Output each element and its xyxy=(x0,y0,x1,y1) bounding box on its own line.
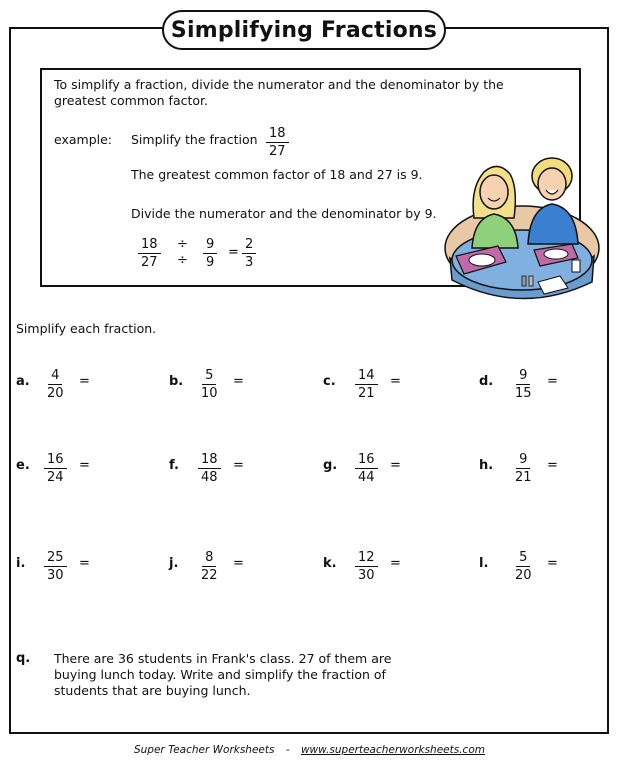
problem-fraction xyxy=(512,452,535,485)
work-result-fraction: $\frac{2}{3}$ xyxy=(242,237,256,270)
problem-equals: = xyxy=(79,458,90,473)
footer-brand: Super Teacher Worksheets xyxy=(133,744,275,756)
problem-label: d. xyxy=(479,374,494,389)
problem-fraction xyxy=(198,550,221,583)
word-problem-line-3: students that are buying lunch. xyxy=(54,683,251,698)
problem-equals: = xyxy=(547,556,558,571)
problem-numerator: 18 xyxy=(198,452,221,469)
work-equals: = xyxy=(228,245,239,260)
divide-sentence: Divide the numerator and the denominator by 9. xyxy=(131,206,437,221)
problem-label: l. xyxy=(479,556,489,571)
problem-fraction xyxy=(44,452,67,485)
example-fraction xyxy=(266,126,289,159)
title-banner xyxy=(162,10,446,50)
example-numerator: 18 xyxy=(266,126,289,143)
problem-numerator: 9 xyxy=(516,452,530,469)
problem-label: f. xyxy=(169,458,179,473)
work-divisor-fraction: $\frac{9}{9}$ xyxy=(203,237,217,270)
problem-numerator: 8 xyxy=(202,550,216,567)
problem-equals: = xyxy=(233,556,244,571)
problem-denominator: 15 xyxy=(515,386,532,401)
page-title: Simplifying Fractions xyxy=(170,17,438,43)
problem-label: e. xyxy=(16,458,30,473)
problem-fraction xyxy=(355,550,378,583)
problem-equals: = xyxy=(233,374,244,389)
problem-label: i. xyxy=(16,556,26,571)
example-text: Simplify the fraction xyxy=(131,132,258,147)
problem-numerator: 4 xyxy=(48,368,62,385)
problem-equals: = xyxy=(390,458,401,473)
problem-denominator: 10 xyxy=(201,386,218,401)
example-label: example: xyxy=(54,132,113,147)
problem-numerator: 16 xyxy=(44,452,67,469)
instruction-line-2: greatest common factor. xyxy=(54,93,208,108)
problem-denominator: 21 xyxy=(515,470,532,485)
problem-numerator: 9 xyxy=(516,368,530,385)
footer-separator: - xyxy=(285,744,290,756)
problem-numerator: 14 xyxy=(355,368,378,385)
example-denominator: 27 xyxy=(269,144,286,159)
problem-numerator: 5 xyxy=(516,550,530,567)
problem-denominator: 20 xyxy=(515,568,532,583)
problem-label: c. xyxy=(323,374,336,389)
problem-label: g. xyxy=(323,458,338,473)
footer-url-link[interactable]: www.superteacherworksheets.com xyxy=(300,744,485,756)
problem-fraction xyxy=(198,368,221,401)
problem-denominator: 22 xyxy=(201,568,218,583)
word-problem-label: q. xyxy=(16,651,31,666)
problem-denominator: 44 xyxy=(358,470,375,485)
problem-denominator: 30 xyxy=(47,568,64,583)
problem-fraction xyxy=(512,368,535,401)
problem-denominator: 20 xyxy=(47,386,64,401)
word-problem-line-2: buying lunch today. Write and simplify the fraction of xyxy=(54,667,386,682)
problem-denominator: 30 xyxy=(358,568,375,583)
kids-eating-lunch-illustration xyxy=(442,148,602,308)
problem-denominator: 21 xyxy=(358,386,375,401)
problem-numerator: 25 xyxy=(44,550,67,567)
problem-equals: = xyxy=(547,458,558,473)
problem-equals: = xyxy=(547,374,558,389)
footer xyxy=(0,744,619,756)
divide-signs: ÷ ÷ xyxy=(177,237,188,268)
problem-label: k. xyxy=(323,556,337,571)
problem-fraction xyxy=(44,550,67,583)
problem-denominator: 24 xyxy=(47,470,64,485)
problem-equals: = xyxy=(390,374,401,389)
problem-label: j. xyxy=(169,556,179,571)
problem-equals: = xyxy=(233,458,244,473)
problem-fraction xyxy=(512,550,535,583)
problem-label: b. xyxy=(169,374,184,389)
problem-denominator: 48 xyxy=(201,470,218,485)
problem-equals: = xyxy=(79,556,90,571)
problem-numerator: 5 xyxy=(202,368,216,385)
problem-label: h. xyxy=(479,458,494,473)
gcf-sentence: The greatest common factor of 18 and 27 is 9. xyxy=(131,167,423,182)
word-problem-line-1: There are 36 students in Frank's class. 27 of them are xyxy=(54,651,392,666)
problem-numerator: 16 xyxy=(355,452,378,469)
problem-fraction xyxy=(355,368,378,401)
directions: Simplify each fraction. xyxy=(16,321,157,336)
problem-fraction xyxy=(355,452,378,485)
problem-numerator: 12 xyxy=(355,550,378,567)
problem-equals: = xyxy=(390,556,401,571)
problem-fraction xyxy=(44,368,67,401)
problem-equals: = xyxy=(79,374,90,389)
instruction-line-1: To simplify a fraction, divide the numerator and the denominator by the xyxy=(54,77,504,92)
work-start-fraction: $\frac{18}{27}$ xyxy=(138,237,161,270)
problem-fraction xyxy=(198,452,221,485)
problem-label: a. xyxy=(16,374,30,389)
